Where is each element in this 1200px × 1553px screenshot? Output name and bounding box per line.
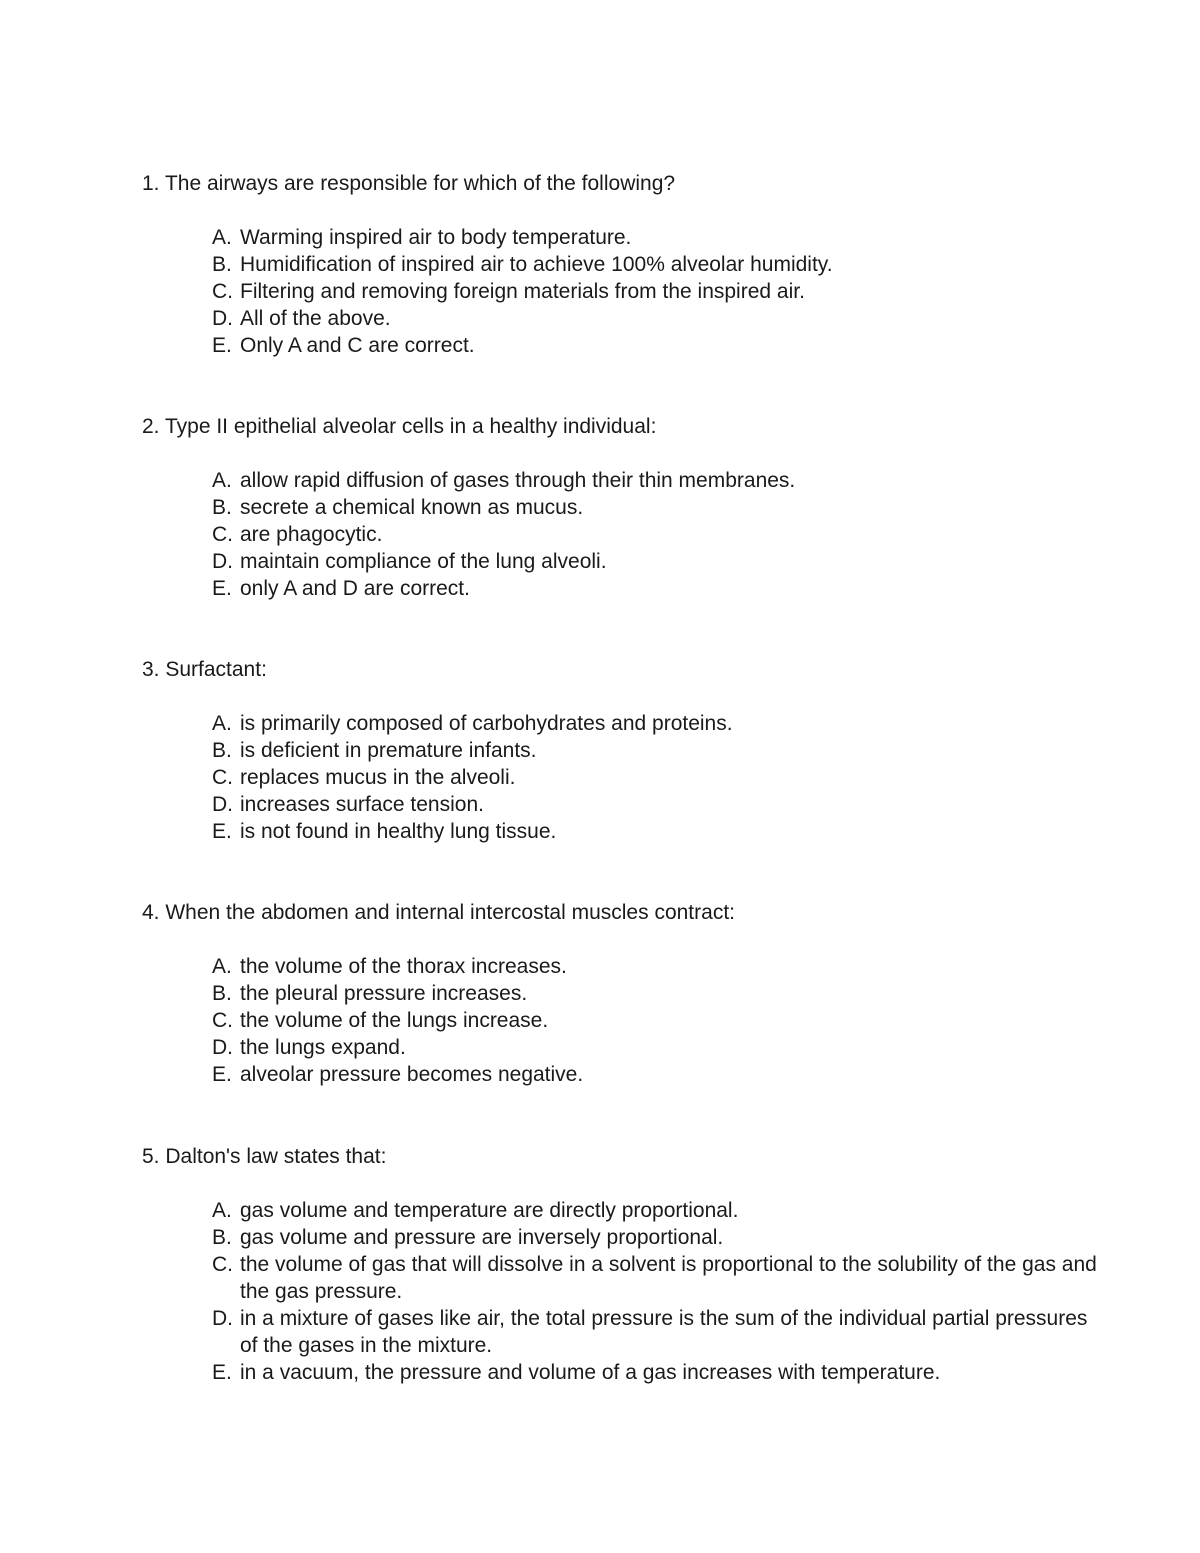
option-letter: E. (212, 1361, 232, 1384)
answer-option-a (212, 467, 1102, 494)
answer-option-a (212, 224, 1102, 251)
answer-option-d (212, 548, 1102, 575)
option-text: secrete a chemical known as mucus. (240, 496, 584, 519)
option-letter: A. (212, 1199, 232, 1222)
answer-option-c (212, 278, 1102, 305)
option-text: Warming inspired air to body temperature. (240, 226, 632, 249)
option-letter: B. (212, 739, 232, 762)
option-letter: D. (212, 1307, 233, 1330)
answer-option-a (212, 1197, 1102, 1224)
option-text: increases surface tension. (240, 793, 484, 816)
option-letter: B. (212, 253, 232, 276)
option-text: Humidification of inspired air to achieve 100% alveolar humidity. (240, 253, 833, 276)
option-letter: A. (212, 955, 232, 978)
option-letter: E. (212, 820, 232, 843)
answer-options (142, 467, 1102, 602)
answer-options (142, 1197, 1102, 1386)
option-text: replaces mucus in the alveoli. (240, 766, 516, 789)
option-text: gas volume and temperature are directly proportional. (240, 1199, 739, 1222)
option-letter: B. (212, 496, 232, 519)
answer-option-d (212, 305, 1102, 332)
option-text: the volume of the lungs increase. (240, 1009, 549, 1032)
answer-options (142, 710, 1102, 845)
question-5 (142, 1143, 1102, 1386)
option-text: only A and D are correct. (240, 577, 470, 600)
answer-option-a (212, 710, 1102, 737)
option-letter: E. (212, 334, 232, 357)
option-letter: C. (212, 1253, 233, 1276)
answer-options (142, 953, 1102, 1088)
option-text: allow rapid diffusion of gases through their thin membranes. (240, 469, 796, 492)
question-stem: 2. Type II epithelial alveolar cells in a healthy individual: (142, 415, 657, 438)
answer-option-b (212, 251, 1102, 278)
option-letter: D. (212, 307, 233, 330)
option-letter: E. (212, 577, 232, 600)
option-letter: C. (212, 523, 233, 546)
answer-options (142, 224, 1102, 359)
option-text: Filtering and removing foreign materials from the inspired air. (240, 280, 805, 303)
option-text: are phagocytic. (240, 523, 383, 546)
option-text: the volume of the thorax increases. (240, 955, 567, 978)
option-letter: A. (212, 469, 232, 492)
answer-option-d (212, 1305, 1102, 1359)
question-stem: 3. Surfactant: (142, 658, 267, 681)
option-letter: A. (212, 712, 232, 735)
answer-option-b (212, 494, 1102, 521)
option-text: in a mixture of gases like air, the total pressure is the sum of the individual partial pressures of the gases in the mixture. (240, 1307, 1088, 1357)
answer-option-e (212, 818, 1102, 845)
option-letter: A. (212, 226, 232, 249)
answer-option-c (212, 764, 1102, 791)
option-text: Only A and C are correct. (240, 334, 475, 357)
answer-option-d (212, 1034, 1102, 1061)
option-letter: B. (212, 982, 232, 1005)
answer-option-e (212, 575, 1102, 602)
answer-option-e (212, 1061, 1102, 1088)
option-letter: C. (212, 280, 233, 303)
answer-option-c (212, 521, 1102, 548)
question-4 (142, 899, 1102, 1088)
answer-option-e (212, 332, 1102, 359)
answer-option-d (212, 791, 1102, 818)
option-text: the lungs expand. (240, 1036, 406, 1059)
option-text: alveolar pressure becomes negative. (240, 1063, 584, 1086)
answer-option-b (212, 1224, 1102, 1251)
option-text: is primarily composed of carbohydrates and proteins. (240, 712, 733, 735)
question-stem: 4. When the abdomen and internal intercostal muscles contract: (142, 901, 735, 924)
option-letter: D. (212, 1036, 233, 1059)
question-stem: 1. The airways are responsible for which of the following? (142, 172, 676, 195)
option-text: All of the above. (240, 307, 391, 330)
option-text: the volume of gas that will dissolve in a solvent is proportional to the solubility of the gas and the gas pressure. (240, 1253, 1097, 1303)
option-letter: D. (212, 793, 233, 816)
option-letter: B. (212, 1226, 232, 1249)
option-text: the pleural pressure increases. (240, 982, 528, 1005)
question-3 (142, 656, 1102, 845)
answer-option-b (212, 980, 1102, 1007)
question-1 (142, 170, 1102, 359)
option-letter: C. (212, 766, 233, 789)
option-text: is deficient in premature infants. (240, 739, 537, 762)
option-text: maintain compliance of the lung alveoli. (240, 550, 607, 573)
answer-option-e (212, 1359, 1102, 1386)
option-letter: C. (212, 1009, 233, 1032)
option-letter: D. (212, 550, 233, 573)
option-text: in a vacuum, the pressure and volume of a gas increases with temperature. (240, 1361, 941, 1384)
question-stem: 5. Dalton's law states that: (142, 1145, 387, 1168)
answer-option-b (212, 737, 1102, 764)
answer-option-a (212, 953, 1102, 980)
option-letter: E. (212, 1063, 232, 1086)
question-2 (142, 413, 1102, 602)
option-text: gas volume and pressure are inversely proportional. (240, 1226, 724, 1249)
answer-option-c (212, 1251, 1102, 1305)
option-text: is not found in healthy lung tissue. (240, 820, 557, 843)
answer-option-c (212, 1007, 1102, 1034)
